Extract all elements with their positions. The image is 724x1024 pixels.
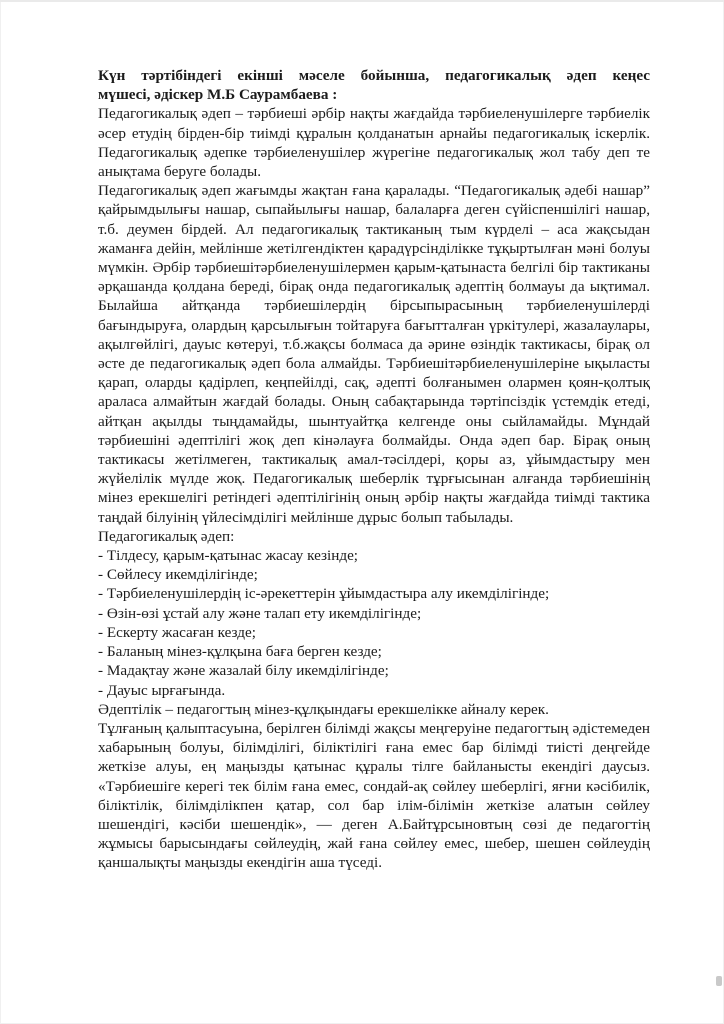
list-item: - Ескерту жасаған кезде; — [98, 623, 256, 641]
title-line-2: мүшесі, әдіскер М.Б Саурамбаева : — [98, 86, 338, 104]
list-item: - Өзін-өзі ұстай алу және талап ету икемділігінде; — [98, 604, 422, 622]
list-item: - Тәрбиеленушілердің іс-әрекеттерін ұйымдастыра алу икемділігінде; — [98, 585, 550, 603]
title-line-1: Күн тәртібіндегі екінші мәселе бойынша, педагогикалық әдеп кеңес — [98, 67, 650, 84]
scan-mark — [716, 976, 722, 986]
list-item: - Сөйлесу икемділігінде; — [98, 566, 258, 584]
list-item: - Баланың мінез-құлқына баға берген кезде; — [98, 643, 382, 661]
paragraph-speech: Тұлғаның қалыптасуына, берілген білімді жақсы меңгеруіне педагогтың әдістемеден хабарының болуы, білімділігі, біліктілігі ғана емес бар білімді тиісті деңгейде жеткізе алуы, ең маңызды қатынас құралы тілге байланысты екендігі даусыз. «Тәрбиешіге керегі тек білім ғана емес, сондай-ақ сөйлеу шеберлігі, яғни кәсібилік, біліктілік, білімділікпен қатар, сол бар ілім-білімін жеткізе алатын сөйлеу шешендігі, кәсіби шешендік», — деген А.Байтұрсыновтың сөзі де педагогтің жұмысы барысындағы сөйлеудің, жай ғана сөйлеу емес, шебер, шешен сөйлеудің қаншалықты маңызды екендігін аша түседі. — [98, 719, 650, 872]
document-body — [98, 66, 650, 873]
list-item: - Дауыс ырғағында. — [98, 681, 226, 699]
paragraph-definition: Педагогикалық әдеп – тәрбиеші әрбір нақты жағдайда тәрбиеленушілерге тәрбиелік әсер етудің бірден-бір тиімді құралын қолданатын арнайы педагогикалық іскерлік. Педагогикалық әдепке тәрбиеленушілер жүрегіне педагогикалық жол табу деп те анықтама беруге болады. — [98, 105, 650, 181]
list-item: - Тілдесу, қарым-қатынас жасау кезінде; — [98, 547, 359, 565]
document-title — [98, 66, 650, 104]
list-item: - Мадақтау және жазалай білу икемділігінде; — [98, 662, 389, 680]
paragraph-conclusion: Әдептілік – педагогтың мінез-құлқындағы ерекшелікке айналу керек. — [98, 700, 549, 718]
paragraph-tactics: Педагогикалық әдеп жағымды жақтан ғана қаралады. “Педагогикалық әдебі нашар” қайрымдылығы нашар, сыпайылығы нашар, балаларға деген сүйіспеншілігі нашар, т.б. деумен бірдей. Ал педагогикалық тактиканың тым күрделі – аса жақсыдан жаманға дейін, мейлінше жетілгендіктен қарадүрсінділікке тұқыртылған мәні болуы мүмкін. Әрбір тәрбиешітәрбиеленушілермен қарым-қатынаста белгілі бір тактиканы әрқашанда қолдана береді, бірақ онда педагогикалық әдептің болмауы да ықтимал. Былайша айтқанда тәрбиешілердің бірсыпырасының тәрбиеленушілерді бағындыруға, олардың қарсылығын тойтаруға бағытталған үркітулері, жазалаулары, ақылгөйлігі, дауыс көтеруі, т.б.жақсы болмаса да әрине өзіндік тактикасы, бірақ ол әсте де педагогикалық әдеп бола алмайды. Тәрбиешітәрбиеленушілеріне ықыласты қарап, оларды қадірлеп, кеңпейілді, сақ, әдепті болғанымен олармен қоян-қолтық араласа алмайтын жағдай болады. Оның сабақтарында тәртіпсіздік үстемдік етеді, айтқан ақылды тыңдамайды, шынтуайтқа келгенде оны сыйламайды. Мұндай тәрбиешіні әдептілігі жоқ деп кінәлауға болмайды. Онда әдеп бар. Бірақ оның тактикасы жетілмеген, тактикалық амал-тәсілдері, қоры аз, ұйымдастыру мен жүйелілік мүлде жоқ. Педагогикалық шеберлік тұрғысынан алғанда тәрбиешінің мінез ерекшелігі ретіндегі әдептілігінің оның әрбір нақты жағдайда тиімді тактика таңдай білуінің үйлесімділігі мейлінше дұрыс болып табылады. — [98, 182, 650, 526]
etiquette-list — [98, 546, 650, 700]
list-heading: Педагогикалық әдеп: — [98, 527, 235, 545]
scan-edge — [0, 0, 724, 2]
